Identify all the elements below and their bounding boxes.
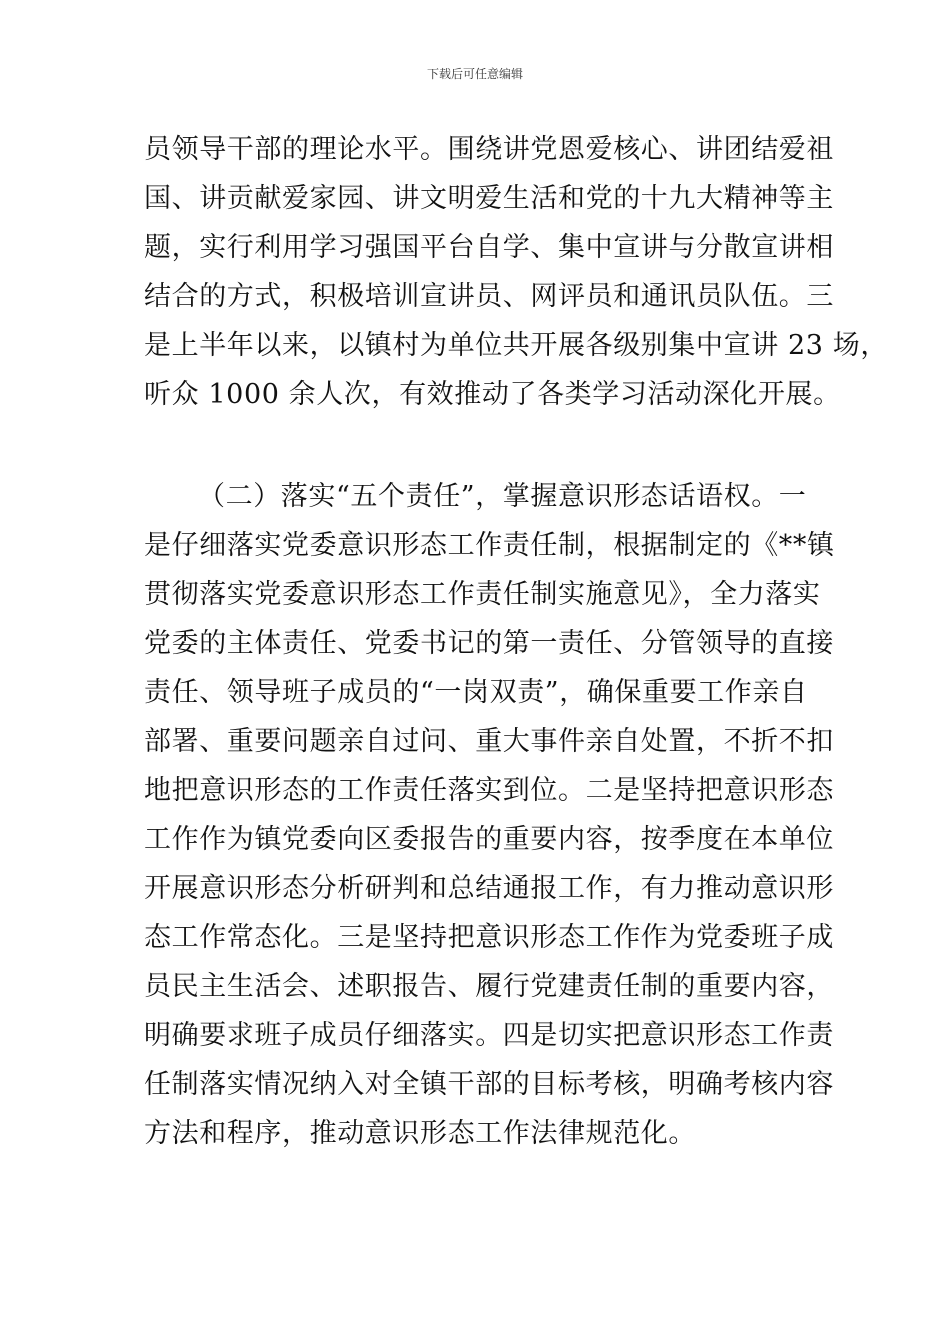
text-line: 结合的方式，积极培训宣讲员、网评员和通讯员队伍。三 [144,281,834,312]
text-line: 地把意识形态的工作责任落实到位。二是坚持把意识形态 [144,775,834,806]
text-line: 责任、领导班子成员的“一岗双责”，确保重要工作亲自 [144,677,808,708]
text-line: 员民主生活会、述职报告、履行党建责任制的重要内容， [144,971,834,1002]
text-line: 任制落实情况纳入对全镇干部的目标考核，明确考核内容 [144,1069,834,1100]
page-header: 下载后可任意编辑 [426,67,523,81]
text-line: 部署、重要问题亲自过问、重大事件亲自处置，不折不扣 [144,726,834,757]
text-line: 员领导干部的理论水平。围绕讲党恩爱核心、讲团结爱祖 [144,134,834,165]
text-line: 明确要求班子成员仔细落实。四是切实把意识形态工作责 [144,1020,834,1051]
text-line: 听众 1000 余人次，有效推动了各类学习活动深化开展。 [144,379,841,410]
text-line: 开展意识形态分析研判和总结通报工作，有力推动意识形 [144,873,834,904]
text-line: 是上半年以来，以镇村为单位共开展各级别集中宣讲 23 场， [144,330,888,361]
text-line: 党委的主体责任、党委书记的第一责任、分管领导的直接 [144,628,834,659]
text-line: 态工作常态化。三是坚持把意识形态工作作为党委班子成 [144,922,834,953]
text-line: 题，实行利用学习强国平台自学、集中宣讲与分散宣讲相 [144,232,834,263]
text-line: 方法和程序，推动意识形态工作法律规范化。 [144,1118,696,1149]
text-line: 国、讲贡献爱家园、讲文明爱生活和党的十九大精神等主 [144,183,834,214]
text-line: 工作作为镇党委向区委报告的重要内容，按季度在本单位 [144,824,834,855]
text-line: 贯彻落实党委意识形态工作责任制实施意见》，全力落实 [144,579,821,610]
text-line: （二）落实“五个责任”，掌握意识形态话语权。一 [198,481,807,512]
text-line: 是仔细落实党委意识形态工作责任制，根据制定的《**镇 [144,530,835,561]
